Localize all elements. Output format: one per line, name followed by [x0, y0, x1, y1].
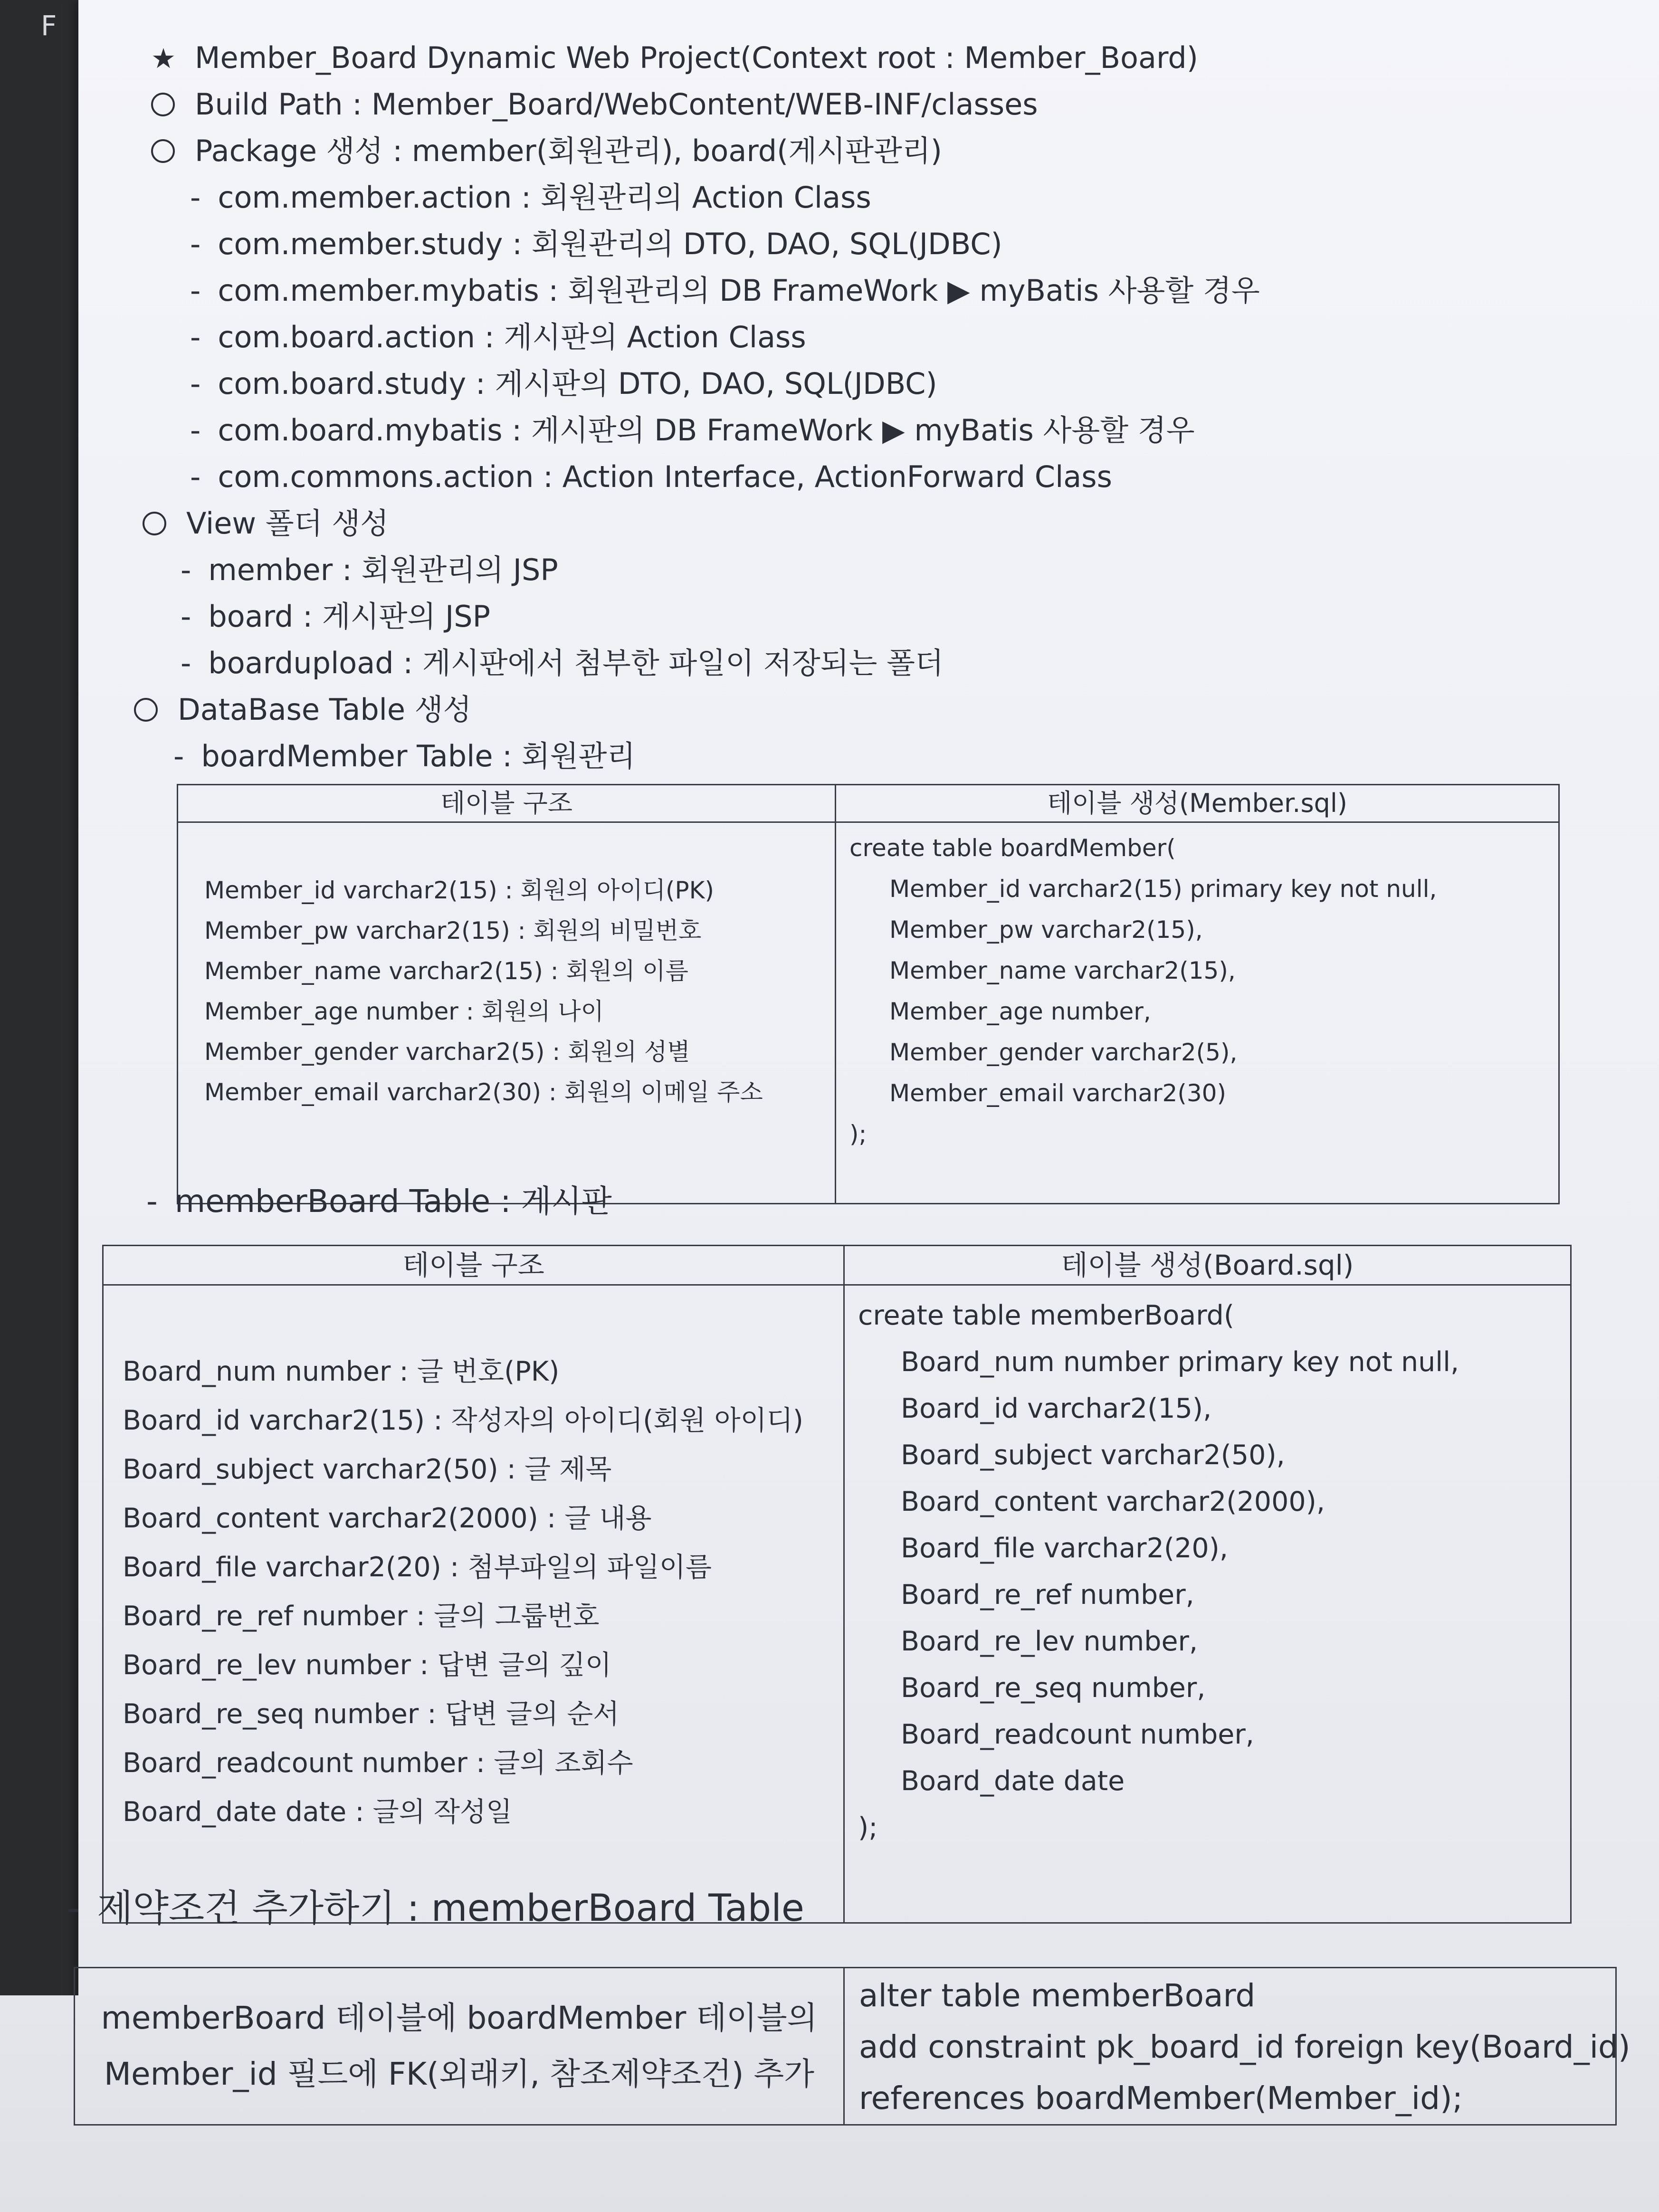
sql-line: Member_id varchar2(15) primary key not null,: [889, 875, 1437, 903]
package-item: - com.member.study : 회원관리의 DTO, DAO, SQL(JDBC): [190, 227, 1002, 261]
sql-line: Member_age number,: [889, 998, 1151, 1025]
outline-item-package: [151, 135, 942, 167]
structure-line: Board_date date : 글의 작성일: [123, 1796, 513, 1828]
keyboard-key-f: F: [41, 10, 57, 42]
structure-line: Board_re_ref number : 글의 그룹번호: [123, 1601, 600, 1632]
constraint-description-line: Member_id 필드에 FK(외래키, 참조제약조건) 추가: [104, 2056, 814, 2092]
db-heading-text: DataBase Table 생성: [178, 692, 472, 727]
sql-line: );: [849, 1120, 867, 1148]
structure-line: Board_file varchar2(20) : 첨부파일의 파일이름: [123, 1552, 712, 1583]
package-heading-text: Package 생성 : member(회원관리), board(게시판관리): [195, 133, 942, 168]
constraint-description-line: memberBoard 테이블에 boardMember 테이블의: [101, 2000, 818, 2036]
structure-line: Board_re_lev number : 답변 글의 깊이: [123, 1649, 612, 1681]
structure-line: Board_num number : 글 번호(PK): [123, 1356, 560, 1387]
board-structure-cell: [103, 1285, 844, 1923]
constraint-table: [74, 1967, 1630, 2126]
outline-item-database: [134, 694, 472, 726]
project-text: Member_Board Dynamic Web Project(Context root : Member_Board): [195, 40, 1198, 75]
constraint-heading: - 제약조건 추가하기 : memberBoard Table: [67, 1887, 804, 1930]
package-item: - com.board.action : 게시판의 Action Class: [190, 320, 806, 354]
outline-item-view: [143, 507, 389, 540]
sql-line: Board_content varchar2(2000),: [901, 1486, 1325, 1517]
sql-line: alter table memberBoard: [859, 1977, 1256, 2014]
sql-line: );: [858, 1812, 878, 1843]
member-structure-cell: [178, 822, 836, 1204]
structure-line: Board_id varchar2(15) : 작성자의 아이디(회원 아이디): [123, 1405, 803, 1436]
view-folder-item: - boardupload : 게시판에서 첨부한 파일이 저장되는 폴더: [181, 646, 944, 680]
structure-line: Member_pw varchar2(15) : 회원의 비밀번호: [204, 917, 702, 944]
sql-line: create table memberBoard(: [858, 1300, 1235, 1331]
sql-line: add constraint pk_board_id foreign key(Board_id): [859, 2029, 1630, 2065]
sql-line: Member_email varchar2(30): [889, 1079, 1226, 1107]
member-table-heading-text: boardMember Table : 회원관리: [201, 739, 636, 773]
structure-line: Board_readcount number : 글의 조회수: [123, 1747, 633, 1779]
outline-item-project: [151, 42, 1198, 74]
board-table-heading-text: memberBoard Table : 게시판: [174, 1183, 612, 1220]
package-item: - com.commons.action : Action Interface, ActionForward Class: [190, 459, 1112, 494]
sql-line: Board_file varchar2(20),: [901, 1533, 1229, 1564]
view-heading-text: View 폴더 생성: [186, 506, 389, 541]
sql-line: Board_date date: [901, 1765, 1125, 1797]
board-table: [102, 1245, 1572, 1924]
outline-item-build-path: [151, 88, 1038, 121]
board-table-header-sql: 테이블 생성(Board.sql): [844, 1246, 1571, 1285]
sql-line: Board_id varchar2(15),: [901, 1393, 1212, 1424]
sql-line: Board_re_ref number,: [901, 1579, 1194, 1611]
circle-bullet-icon: [143, 512, 166, 535]
board-table-heading: - memberBoard Table : 게시판: [146, 1183, 612, 1220]
circle-bullet-icon: [151, 93, 175, 116]
structure-line: Member_age number : 회원의 나이: [204, 998, 604, 1025]
star-icon: ★: [151, 42, 176, 75]
structure-line: Member_email varchar2(30) : 회원의 이메일 주소: [204, 1078, 763, 1106]
circle-bullet-icon: [134, 698, 158, 722]
view-folder-label: member : 회원관리의 JSP: [208, 553, 558, 587]
package-item: - com.member.action : 회원관리의 Action Class: [190, 180, 871, 215]
sql-line: create table boardMember(: [849, 834, 1176, 862]
structure-line: Member_name varchar2(15) : 회원의 이름: [204, 957, 688, 985]
sql-line: Board_num number primary key not null,: [901, 1346, 1459, 1378]
sql-line: Member_name varchar2(15),: [889, 957, 1236, 984]
view-folder-item: - member : 회원관리의 JSP: [181, 553, 558, 587]
constraint-description-cell: [75, 1968, 844, 2125]
sql-line: Board_readcount number,: [901, 1719, 1254, 1750]
package-label: com.board.study : 게시판의 DTO, DAO, SQL(JDBC): [218, 366, 937, 401]
structure-line: Board_content varchar2(2000) : 글 내용: [123, 1503, 652, 1534]
package-item: - com.board.study : 게시판의 DTO, DAO, SQL(JDBC): [190, 366, 937, 401]
package-item: - com.member.mybatis : 회원관리의 DB FrameWork ▶ myBatis 사용할 경우: [190, 273, 1260, 308]
package-label: com.member.mybatis : 회원관리의 DB FrameWork ▶ myBatis 사용할 경우: [218, 273, 1260, 308]
board-table-header-structure: 테이블 구조: [103, 1246, 844, 1285]
package-item: - com.board.mybatis : 게시판의 DB FrameWork ▶ myBatis 사용할 경우: [190, 413, 1195, 448]
structure-line: Member_gender varchar2(5) : 회원의 성별: [204, 1038, 690, 1066]
structure-line: Board_subject varchar2(50) : 글 제목: [123, 1454, 612, 1485]
package-label: com.commons.action : Action Interface, ActionForward Class: [218, 459, 1112, 494]
circle-bullet-icon: [151, 139, 175, 163]
member-sql-cell: [836, 822, 1559, 1204]
structure-line: Member_id varchar2(15) : 회원의 아이디(PK): [204, 877, 714, 904]
package-label: com.board.mybatis : 게시판의 DB FrameWork ▶ myBatis 사용할 경우: [218, 413, 1195, 448]
constraint-heading-text: 제약조건 추가하기 : memberBoard Table: [97, 1887, 804, 1930]
sql-line: Board_re_lev number,: [901, 1626, 1198, 1657]
package-label: com.board.action : 게시판의 Action Class: [218, 320, 806, 354]
sql-line: Member_pw varchar2(15),: [889, 916, 1203, 944]
package-label: com.member.study : 회원관리의 DTO, DAO, SQL(JDBC): [218, 227, 1002, 261]
package-label: com.member.action : 회원관리의 Action Class: [218, 180, 871, 215]
member-table-header-sql: 테이블 생성(Member.sql): [836, 785, 1559, 822]
build-path-text: Build Path : Member_Board/WebContent/WEB-INF/classes: [195, 87, 1038, 122]
structure-line: Board_re_seq number : 답변 글의 순서: [123, 1698, 620, 1730]
view-folder-item: - board : 게시판의 JSP: [181, 599, 491, 634]
sql-line: Board_subject varchar2(50),: [901, 1440, 1285, 1471]
sql-line: references boardMember(Member_id);: [859, 2080, 1463, 2117]
member-table-heading: - boardMember Table : 회원관리: [173, 739, 636, 773]
board-sql-cell: [844, 1285, 1571, 1923]
member-table-header-structure: 테이블 구조: [178, 785, 836, 822]
constraint-sql-cell: [844, 1968, 1630, 2125]
view-folder-label: boardupload : 게시판에서 첨부한 파일이 저장되는 폴더: [208, 646, 944, 680]
member-table: [177, 784, 1560, 1204]
view-folder-label: board : 게시판의 JSP: [208, 599, 491, 634]
sql-line: Member_gender varchar2(5),: [889, 1039, 1238, 1066]
sql-line: Board_re_seq number,: [901, 1672, 1206, 1704]
